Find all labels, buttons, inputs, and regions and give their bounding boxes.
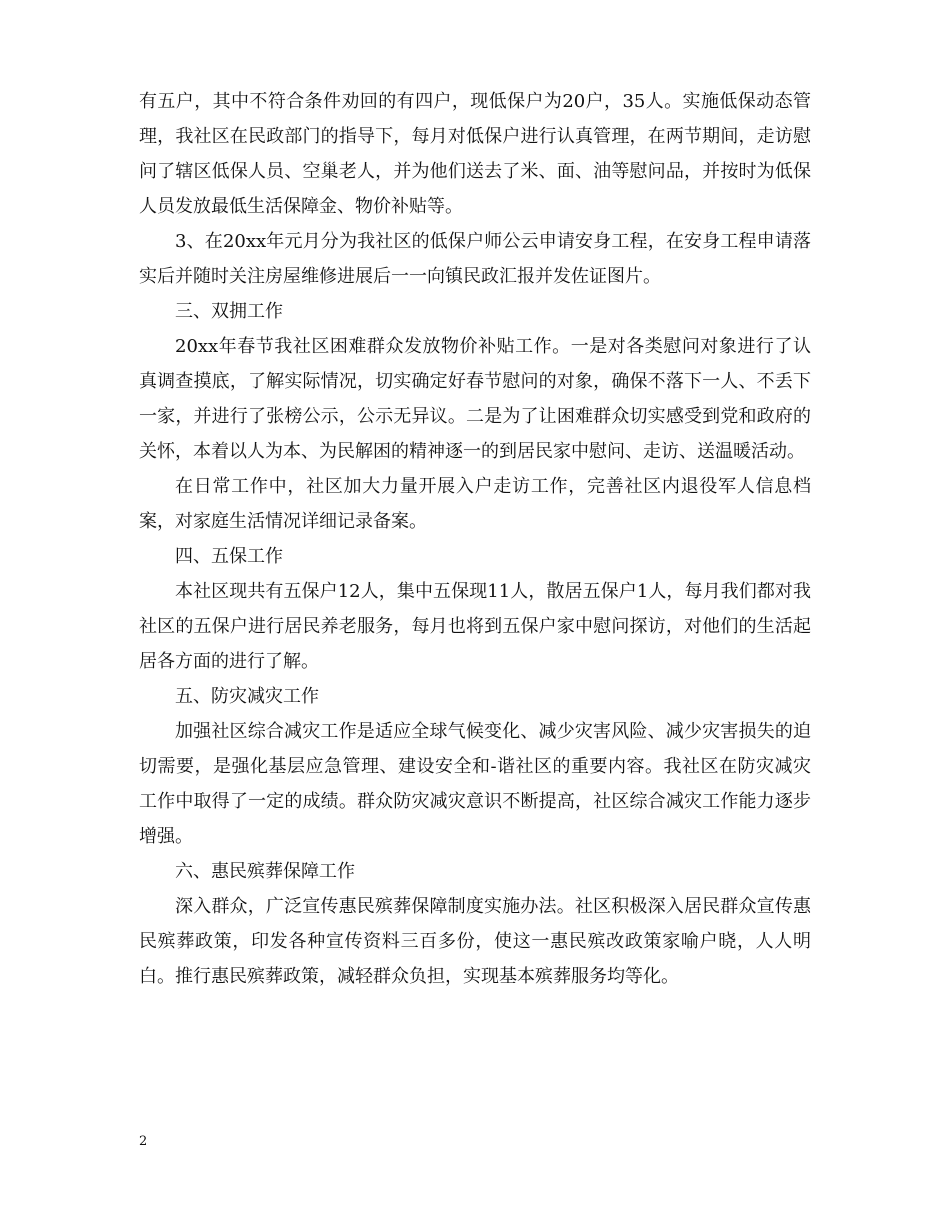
document-body xyxy=(139,84,811,994)
section-heading-funeral-support: 六、惠民殡葬保障工作 xyxy=(175,861,355,882)
paragraph-spring-festival-subsidy: 20xx年春节我社区困难群众发放物价补贴工作。一是对各类慰问对象进行了认真调查摸底，了解实际情况，切实确定好春节慰问的对象，确保不落下一人、不丢下一家，并进行了张榜公示，公示无异议。二是为了让困难群众切实感受到党和政府的关怀，本着以人为本、为民解困的精神逐一的到居民家中慰问、走访、送温暖活动。 xyxy=(139,336,811,462)
paragraph-low-income-households: 有五户，其中不符合条件劝回的有四户，现低保户为20户，35人。实施低保动态管理，我社区在民政部门的指导下，每月对低保户进行认真管理，在两节期间，走访慰问了辖区低保人员、空巢老人，并为他们送去了米、面、油等慰问品，并按时为低保人员发放最低生活保障金、物价补贴等。 xyxy=(139,91,811,217)
paragraph-veteran-visits: 在日常工作中，社区加大力量开展入户走访工作，完善社区内退役军人信息档案，对家庭生活情况详细记录备案。 xyxy=(139,476,811,532)
page-number: 2 xyxy=(139,1134,148,1149)
paragraph-five-guarantee-households: 本社区现共有五保户12人，集中五保现11人，散居五保户1人，每月我们都对我社区的五保户进行居民养老服务，每月也将到五保户家中慰问探访，对他们的生活起居各方面的进行了解。 xyxy=(139,581,811,672)
paragraph-funeral-policy: 深入群众，广泛宣传惠民殡葬保障制度实施办法。社区积极深入居民群众宣传惠民殡葬政策，印发各种宣传资料三百多份，使这一惠民殡改政策家喻户晓，人人明白。推行惠民殡葬政策，减轻群众负担，实现基本殡葬服务均等化。 xyxy=(139,896,811,987)
section-heading-disaster-prevention: 五、防灾减灾工作 xyxy=(175,686,319,707)
paragraph-disaster-reduction: 加强社区综合减灾工作是适应全球气候变化、减少灾害风险、减少灾害损失的迫切需要，是强化基层应急管理、建设安全和-谐社区的重要内容。我社区在防灾减灾工作中取得了一定的成绩。群众防灾减灾意识不断提高，社区综合减灾工作能力逐步增强。 xyxy=(139,721,811,847)
paragraph-safe-housing-project: 3、在20xx年元月分为我社区的低保户师公云申请安身工程，在安身工程申请落实后并随时关注房屋维修进展后一一向镇民政汇报并发佐证图片。 xyxy=(139,231,811,287)
section-heading-double-support: 三、双拥工作 xyxy=(175,301,283,322)
section-heading-five-guarantees: 四、五保工作 xyxy=(175,546,283,567)
